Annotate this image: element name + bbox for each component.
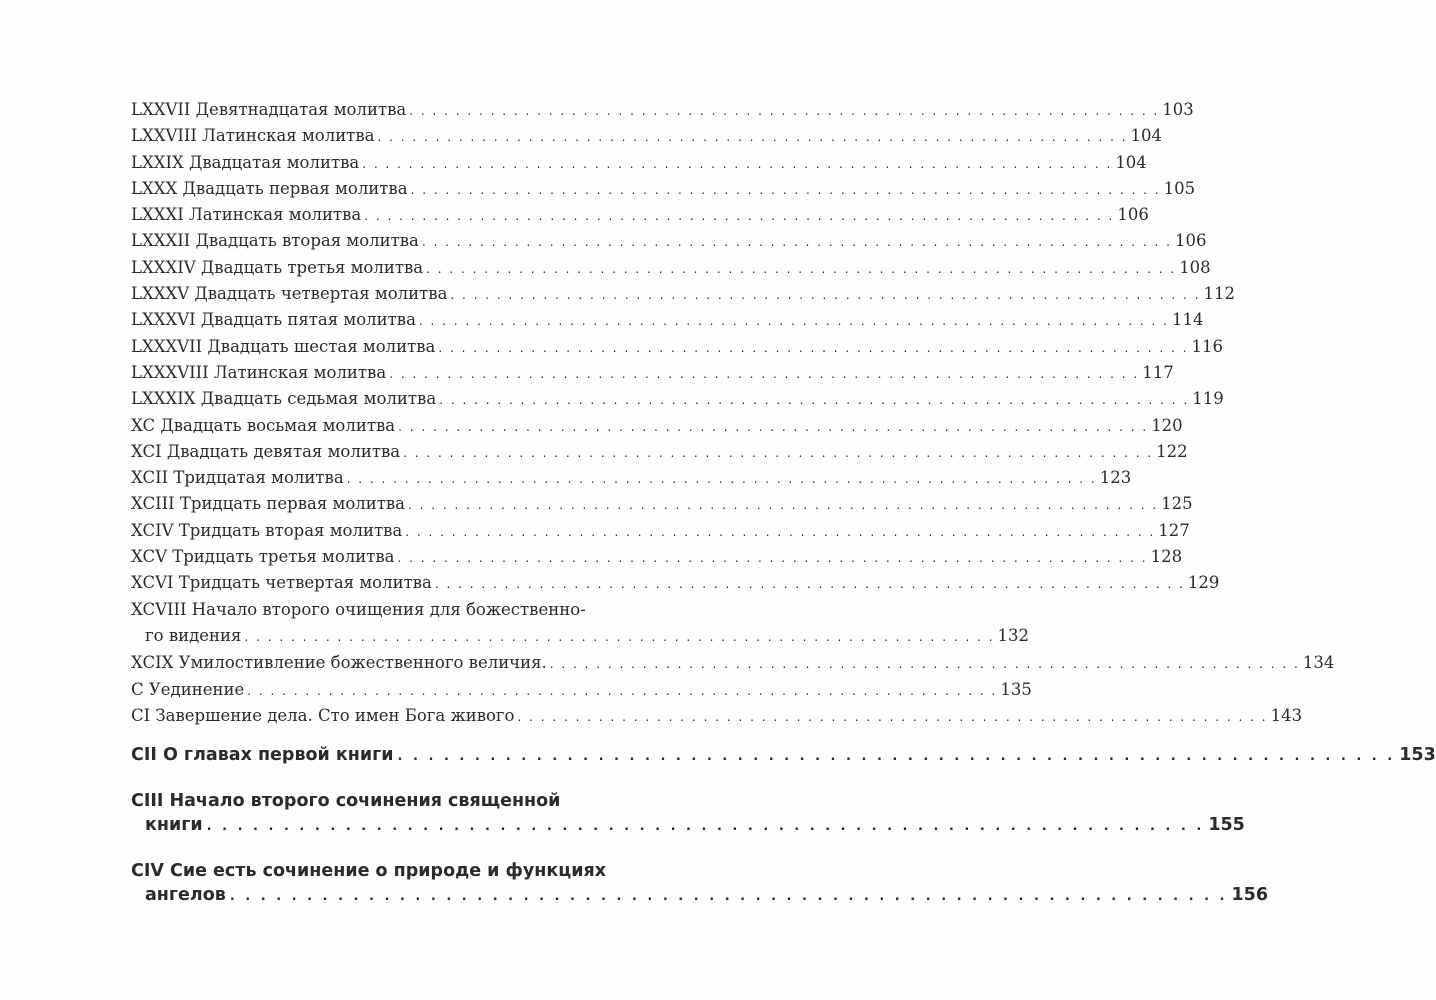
toc-entry (131, 491, 1193, 517)
toc-entry (131, 413, 1183, 439)
toc-entry-page: 120 (1151, 415, 1183, 435)
toc-entry-title: LXXVIII Латинская молитва (131, 126, 375, 146)
toc-entry (131, 439, 1188, 465)
toc-entry-page: 119 (1192, 389, 1224, 409)
toc-entry-page: 106 (1117, 205, 1149, 225)
dot-leader: . . . . . . . . . . . . . . . . . . . . . . . . . . . . . . . . . . . . . . . . . . . . . . . . . . . . . . . . . . . . . . . . . (418, 314, 1169, 329)
toc-entry (131, 518, 1190, 544)
toc-entry-line2 (131, 623, 1030, 650)
toc-entry (131, 570, 1220, 596)
toc-entry-page: 104 (1130, 126, 1163, 146)
toc-entry-page: 129 (1187, 573, 1220, 593)
toc-entry-title: XCV Тридцать третья молитва (131, 547, 395, 567)
toc-entry-title: XCVI Тридцать четвертая молитва (131, 573, 432, 593)
table-of-contents (131, 97, 1436, 909)
toc-entry-title: LXXXI Латинская молитва (131, 205, 362, 225)
toc-entry-page: 122 (1156, 441, 1188, 461)
toc-section-page: 155 (1208, 815, 1245, 836)
toc-entry-title: LXXIX Двадцатая молитва (131, 152, 360, 172)
toc-entry-title: XC Двадцать восьмая молитва (131, 415, 396, 435)
toc-section-entry (131, 789, 1245, 839)
dot-leader: . . . . . . . . . . . . . . . . . . . . . . . . . . . . . . . . . . . . . . . . . . . . . . . . . . . . . . . . . . . . . . . . . (247, 683, 998, 698)
dot-leader: . . . . . . . . . . . . . . . . . . . . . . . . . . . . . . . . . . . . . . . . . . . . . . . . . . . . . . . . . . . . . . . . . (410, 182, 1161, 197)
toc-entry-page: 103 (1162, 100, 1194, 119)
dot-leader: . . . . . . . . . . . . . . . . . . . . . . . . . . . . . . . . . . . . . . . . . . . . . . . . . . . . . . . . . . . . . . . . . (364, 209, 1115, 224)
dot-leader: . . . . . . . . . . . . . . . . . . . . . . . . . . . . . . . . . . . . . . . . . . . . . . . . . . . . . . . . . . . . . . . . . (405, 524, 1156, 539)
dot-leader: . . . . . . . . . . . . . . . . . . . . . . . . . . . . . . . . . . . . . . . . . . . . . . . . . . . . . . . . . . . . . . . . . (397, 551, 1148, 566)
dot-leader: . . . . . . . . . . . . . . . . . . . . . . . . . . . . . . . . . . . . . . . . . . . . . . . . . . . . . . . . . . . . . . . . . (206, 819, 1205, 835)
dot-leader: . . . . . . . . . . . . . . . . . . . . . . . . . . . . . . . . . . . . . . . . . . . . . . . . . . . . . . . . . . . . . . . . . (439, 393, 1190, 408)
toc-entry (131, 176, 1196, 202)
toc-entry (131, 360, 1174, 386)
dot-leader: . . . . . . . . . . . . . . . . . . . . . . . . . . . . . . . . . . . . . . . . . . . . . . . . . . . . . . . . . . . . . . . . . (244, 629, 995, 644)
toc-entry (131, 334, 1223, 360)
toc-entry-wrapped (131, 597, 1030, 651)
dot-leader: . . . . . . . . . . . . . . . . . . . . . . . . . . . . . . . . . . . . . . . . . . . . . . . . . . . . . . . . . . . . . . . . . (397, 749, 1396, 765)
toc-entry-page: 105 (1163, 178, 1196, 198)
toc-entry (131, 307, 1204, 333)
toc-entry-title: LXXXVI Двадцать пятая молитва (131, 310, 416, 330)
dot-leader: . . . . . . . . . . . . . . . . . . . . . . . . . . . . . . . . . . . . . . . . . . . . . . . . . . . . . . . . . . . . . . . . . (517, 709, 1268, 724)
toc-entry (131, 202, 1149, 228)
dot-leader: . . . . . . . . . . . . . . . . . . . . . . . . . . . . . . . . . . . . . . . . . . . . . . . . . . . . . . . . . . . . . . . . . (409, 104, 1160, 118)
toc-entry-page: 114 (1172, 310, 1204, 330)
toc-entry-page: 123 (1099, 468, 1132, 488)
dot-leader: . . . . . . . . . . . . . . . . . . . . . . . . . . . . . . . . . . . . . . . . . . . . . . . . . . . . . . . . . . . . . . . . . (229, 889, 1228, 905)
toc-section-page: 153 (1399, 745, 1436, 766)
toc-entry-page: 125 (1161, 494, 1193, 514)
toc-section-title-line1: CIV Сие есть сочинение о природе и функциях (131, 861, 607, 882)
toc-entry-page: 127 (1158, 520, 1190, 540)
toc-entry-page: 108 (1179, 257, 1211, 277)
toc-entry (131, 150, 1147, 176)
dot-leader: . . . . . . . . . . . . . . . . . . . . . . . . . . . . . . . . . . . . . . . . . . . . . . . . . . . . . . . . . . . . . . . . . (421, 235, 1172, 250)
toc-entry-title: LXXXIX Двадцать седьмая молитва (131, 389, 437, 409)
dot-leader: . . . . . . . . . . . . . . . . . . . . . . . . . . . . . . . . . . . . . . . . . . . . . . . . . . . . . . . . . . . . . . . . . (362, 156, 1113, 171)
toc-entry-page: 132 (997, 625, 1030, 645)
toc-entry (131, 703, 1303, 729)
dot-leader: . . . . . . . . . . . . . . . . . . . . . . . . . . . . . . . . . . . . . . . . . . . . . . . . . . . . . . . . . . . . . . . . . (403, 445, 1154, 460)
toc-entry-title: LXXXII Двадцать вторая молитва (131, 231, 419, 251)
toc-entry-page: 112 (1203, 284, 1235, 304)
toc-entry-title: LXXXVII Двадцать шестая молитва (131, 336, 436, 356)
toc-entry-page: 143 (1270, 705, 1303, 725)
dot-leader: . . . . . . . . . . . . . . . . . . . . . . . . . . . . . . . . . . . . . . . . . . . . . . . . . . . . . . . . . . . . . . . . . (434, 577, 1185, 592)
toc-section-line2 (131, 883, 1269, 909)
dot-leader: . . . . . . . . . . . . . . . . . . . . . . . . . . . . . . . . . . . . . . . . . . . . . . . . . . . . . . . . . . . . . . . . . (346, 472, 1097, 487)
toc-section-title-line1: CIII Начало второго сочинения священной (131, 791, 561, 812)
toc-entry (131, 97, 1194, 123)
toc-entry-title-line1: XCVIII Начало второго очищения для божественно- (131, 599, 586, 619)
toc-entry-title: XCIII Тридцать первая молитва (131, 494, 406, 514)
dot-leader: . . . . . . . . . . . . . . . . . . . . . . . . . . . . . . . . . . . . . . . . . . . . . . . . . . . . . . . . . . . . . . . . . (408, 498, 1159, 513)
toc-entry (131, 281, 1235, 307)
toc-entry (131, 386, 1224, 412)
toc-section-line2 (131, 813, 1245, 839)
toc-entry-title: XCII Тридцатая молитва (131, 468, 344, 488)
toc-entry (131, 255, 1211, 281)
toc-section-title: CII О главах первой книги (131, 745, 394, 766)
toc-entry-title-line2: го видения (145, 625, 242, 645)
toc-section-page: 156 (1231, 885, 1269, 906)
dot-leader: . . . . . . . . . . . . . . . . . . . . . . . . . . . . . . . . . . . . . . . . . . . . . . . . . . . . . . . . . . . . . . . . . (398, 419, 1149, 434)
toc-entry (131, 650, 1335, 676)
toc-entry (131, 677, 1032, 703)
toc-entry-title: LXXVII Девятнадцатая молитва (131, 100, 407, 119)
dot-leader: . . . . . . . . . . . . . . . . . . . . . . . . . . . . . . . . . . . . . . . . . . . . . . . . . . . . . . . . . . . . . . . . . (377, 130, 1128, 145)
toc-entry-title: LXXX Двадцать первая молитва (131, 178, 408, 198)
toc-entry-title: XCIX Умилостивление божественного величия. (131, 653, 547, 673)
toc-entry (131, 544, 1183, 570)
toc-entry-title: LXXXV Двадцать четвертая молитва (131, 284, 448, 304)
toc-entry (131, 465, 1132, 491)
toc-entry-page: 104 (1115, 152, 1147, 172)
toc-entry-title: CI Завершение дела. Сто имен Бога живого (131, 705, 515, 725)
toc-section-entry (131, 859, 1269, 909)
toc-entry-title: LXXXIV Двадцать третья молитва (131, 257, 424, 277)
toc-entry-page: 117 (1142, 362, 1174, 382)
dot-leader: . . . . . . . . . . . . . . . . . . . . . . . . . . . . . . . . . . . . . . . . . . . . . . . . . . . . . . . . . . . . . . . . . (438, 340, 1189, 355)
toc-section-entry (131, 743, 1436, 769)
dot-leader: . . . . . . . . . . . . . . . . . . . . . . . . . . . . . . . . . . . . . . . . . . . . . . . . . . . . . . . . . . . . . . . . . (426, 261, 1177, 276)
toc-entry-page: 128 (1150, 547, 1183, 567)
toc-entry-page: 135 (1000, 679, 1032, 699)
toc-section-title-line2: книги (145, 815, 203, 836)
toc-entry-page: 134 (1302, 653, 1335, 673)
toc-section-title-line2: ангелов (145, 885, 226, 906)
toc-entry-page: 106 (1174, 231, 1207, 251)
toc-entry (131, 228, 1207, 254)
dot-leader: . . . . . . . . . . . . . . . . . . . . . . . . . . . . . . . . . . . . . . . . . . . . . . . . . . . . . . . . . . . . . . . . . (450, 288, 1201, 303)
toc-entry-page: 116 (1191, 336, 1223, 356)
toc-entry-title: XCIV Тридцать вторая молитва (131, 520, 403, 540)
toc-entry (131, 123, 1163, 149)
dot-leader: . . . . . . . . . . . . . . . . . . . . . . . . . . . . . . . . . . . . . . . . . . . . . . . . . . . . . . . . . . . . . . . . . (549, 657, 1300, 672)
toc-entry-title: C Уединение (131, 679, 245, 699)
toc-entry-title: LXXXVIII Латинская молитва (131, 362, 387, 382)
dot-leader: . . . . . . . . . . . . . . . . . . . . . . . . . . . . . . . . . . . . . . . . . . . . . . . . . . . . . . . . . . . . . . . . . (389, 366, 1140, 381)
toc-entry-title: XCI Двадцать девятая молитва (131, 441, 401, 461)
